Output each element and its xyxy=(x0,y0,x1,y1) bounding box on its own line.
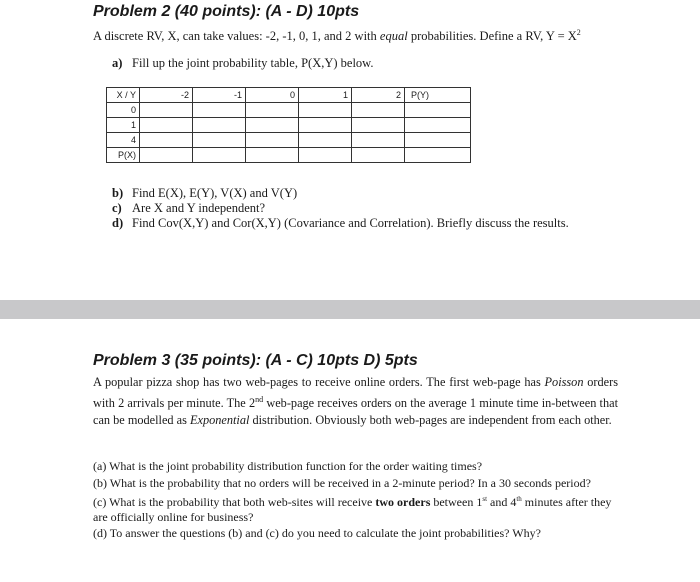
problem-3-questions xyxy=(93,459,621,543)
joint-probability-table xyxy=(106,87,471,163)
part-d-label: d) xyxy=(112,216,124,230)
table-cell xyxy=(140,133,193,148)
part-c-text: Are X and Y independent? xyxy=(132,201,266,215)
table-cell xyxy=(246,118,299,133)
table-cell xyxy=(299,118,352,133)
problem-2-intro: A discrete RV, X, can take values: -2, -1, 0, 1, and 2 with equal probabilities. Define a RV, $Y = X^2$ xyxy=(93,28,581,44)
table-cell xyxy=(193,103,246,118)
table-row-label: P(X) xyxy=(107,148,140,163)
question-d: (d) To answer the questions (b) and (c) do you need to calculate the joint probabilities? Why? xyxy=(93,526,541,540)
table-header-cell: X / Y xyxy=(107,88,140,103)
problem-3-paragraph: A popular pizza shop has two web-pages to receive online orders. The first web-page has Poisson orders with 2 arrivals per minute. The 2nd web-page receives orders on the average 1 minute time in-between that can be modelled as Exponential distribution. Obviously both web-pages are independent from each other. xyxy=(93,375,618,428)
part-c xyxy=(112,201,265,216)
part-d-text: Find Cov(X,Y) and Cor(X,Y) (Covariance and Correlation). Briefly discuss the results. xyxy=(132,216,569,230)
part-b xyxy=(112,186,297,201)
table-row xyxy=(107,133,471,148)
part-b-text: Find E(X), E(Y), V(X) and V(Y) xyxy=(132,186,298,200)
question-a: (a) What is the joint probability distribution function for the order waiting times? xyxy=(93,459,483,473)
part-a-text: Fill up the joint probability table, P(X,Y) below. xyxy=(132,56,374,70)
table-cell xyxy=(246,103,299,118)
table-header-cell: 2 xyxy=(352,88,405,103)
question-b: (b) What is the probability that no orders will be received in a 2-minute period? In a 30 seconds period? xyxy=(93,475,591,490)
table-cell xyxy=(405,148,471,163)
table-cell xyxy=(405,133,471,148)
table-cell xyxy=(193,133,246,148)
part-a-label: a) xyxy=(112,56,123,70)
table-cell xyxy=(352,148,405,163)
table-header-cell: -2 xyxy=(140,88,193,103)
table-row-label: 1 xyxy=(107,118,140,133)
problem-2-title: Problem 2 (40 points): (A - D) 10pts xyxy=(93,3,360,20)
table-cell xyxy=(193,148,246,163)
table-cell xyxy=(352,103,405,118)
table-header-cell: P(Y) xyxy=(405,88,471,103)
question-c: (c) What is the probability that both web-sites will receive two orders between 1st and 4th minutes after they are officially online for business? xyxy=(93,495,612,524)
problem-3-page xyxy=(0,319,700,582)
table-header-cell: -1 xyxy=(193,88,246,103)
table-header-cell: 0 xyxy=(246,88,299,103)
table-row-label: 0 xyxy=(107,103,140,118)
table-row xyxy=(107,103,471,118)
table-cell xyxy=(299,148,352,163)
table-cell xyxy=(140,148,193,163)
table-row-label: 4 xyxy=(107,133,140,148)
table-cell xyxy=(140,103,193,118)
part-a xyxy=(112,56,374,71)
table-cell xyxy=(352,133,405,148)
table-row xyxy=(107,148,471,163)
part-c-label: c) xyxy=(112,201,122,215)
problem-3-title: Problem 3 (35 points): (A - C) 10pts D) 5pts xyxy=(93,352,418,369)
table-cell xyxy=(140,118,193,133)
table-header-row xyxy=(107,88,471,103)
table-cell xyxy=(405,118,471,133)
page-divider xyxy=(0,300,700,319)
table-cell xyxy=(405,103,471,118)
table-cell xyxy=(299,103,352,118)
table-header-cell: 1 xyxy=(299,88,352,103)
table-row xyxy=(107,118,471,133)
table-cell xyxy=(246,133,299,148)
part-d xyxy=(112,216,569,231)
table-cell xyxy=(299,133,352,148)
table-cell xyxy=(246,148,299,163)
part-b-label: b) xyxy=(112,186,124,200)
table-cell xyxy=(352,118,405,133)
table-cell xyxy=(193,118,246,133)
